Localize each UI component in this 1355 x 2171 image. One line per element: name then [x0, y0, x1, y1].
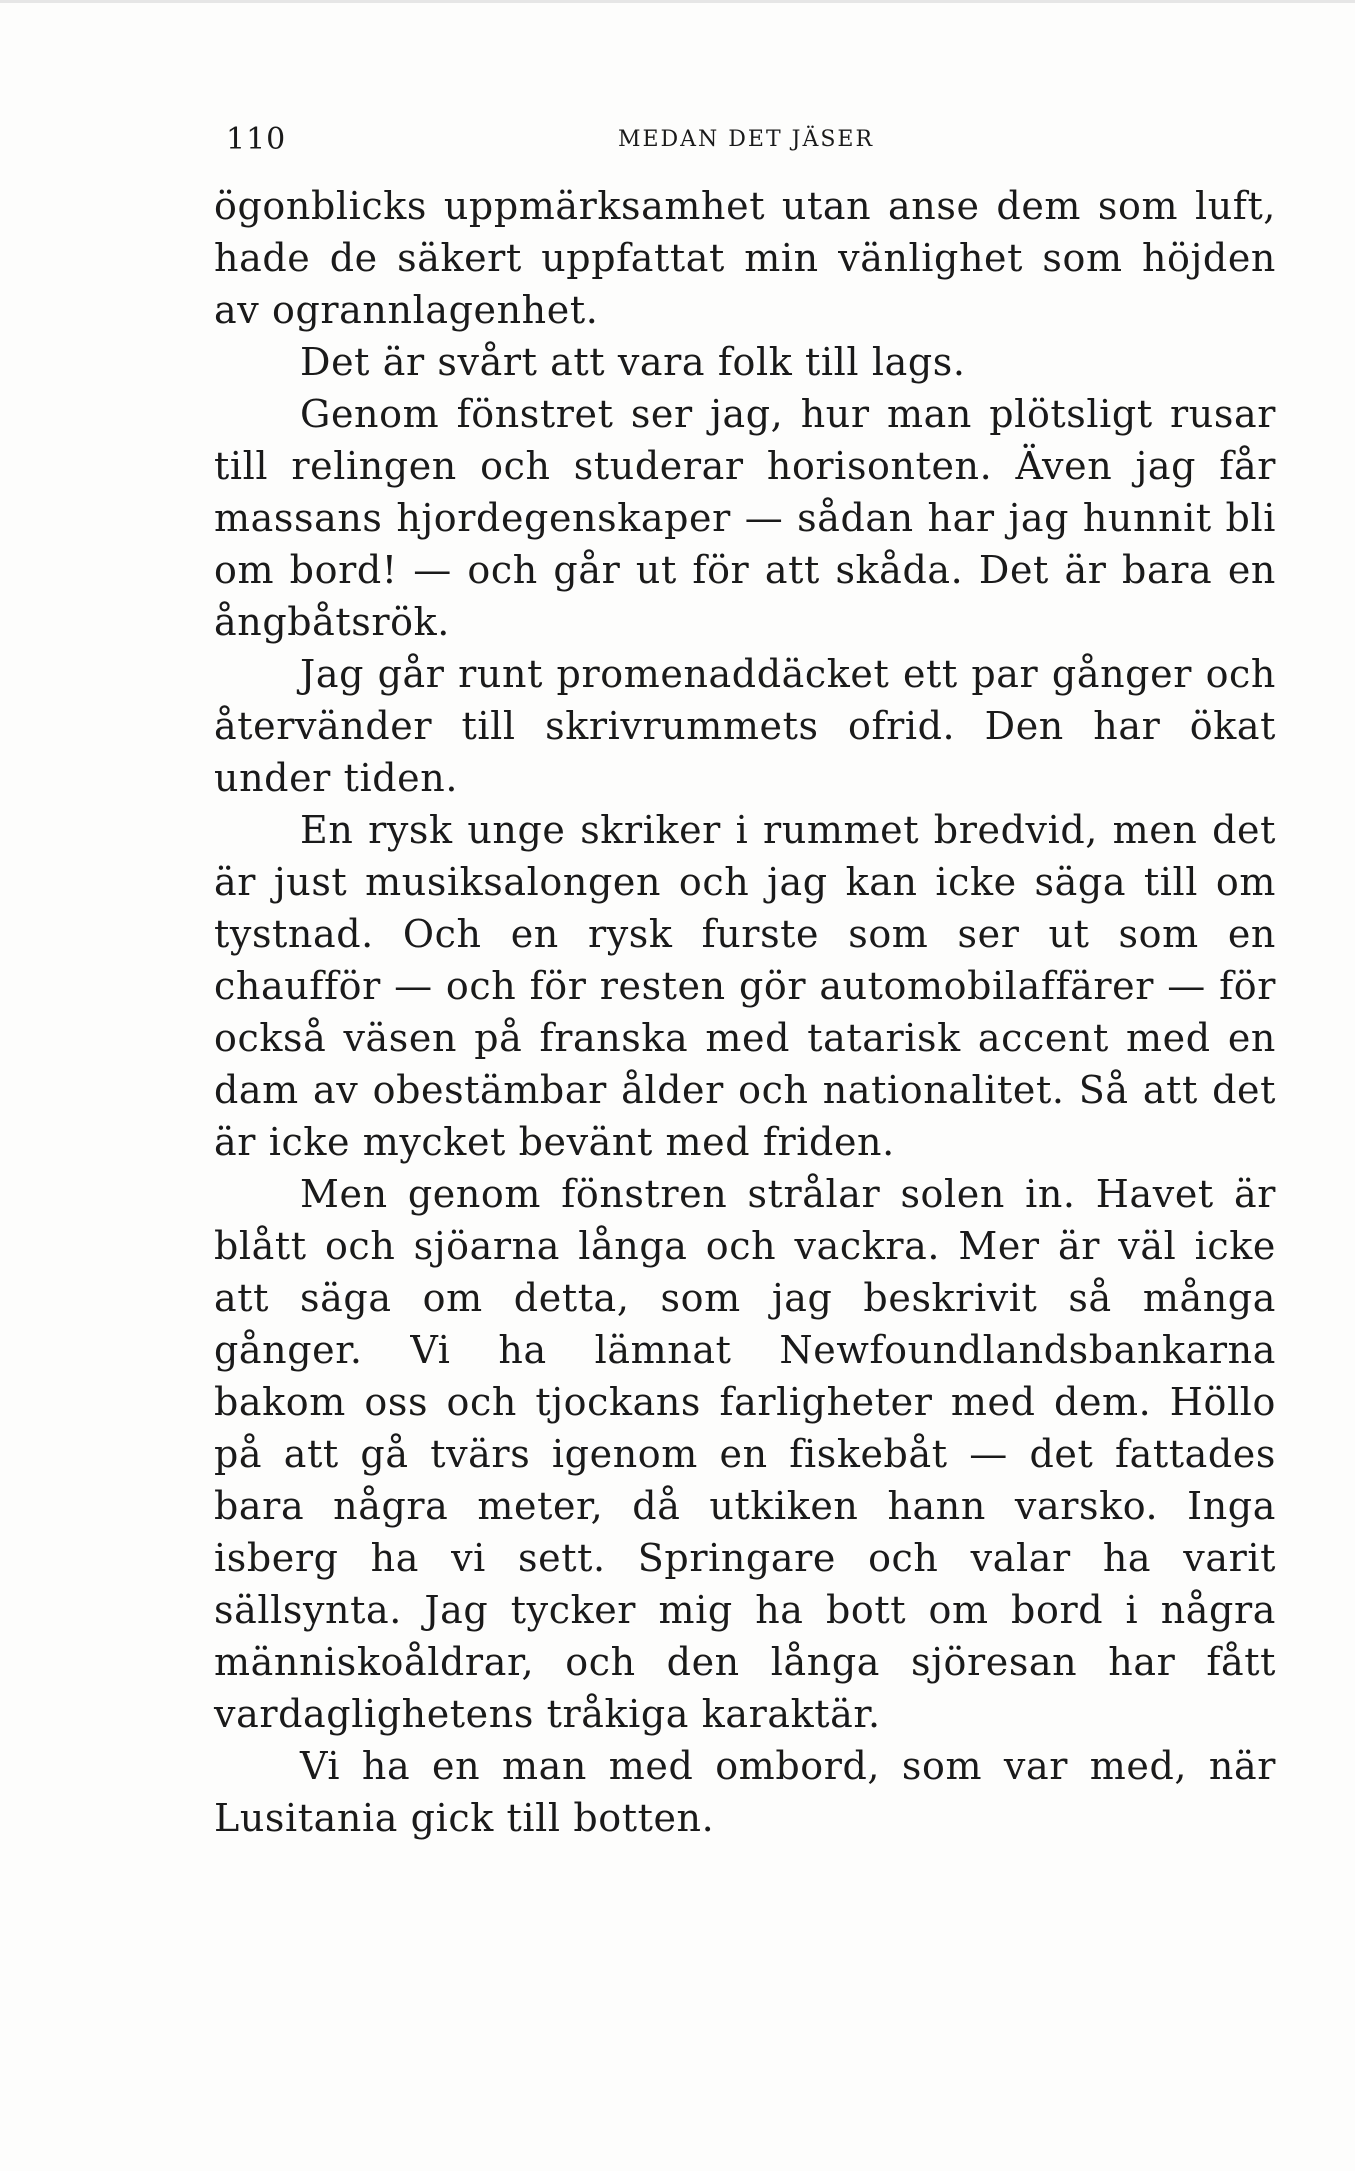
paragraph: Genom fönstret ser jag, hur man plötsligt rusar till relingen och studerar horisonten. Även jag får massans hjordegenskaper — sådan har jag hunnit bli om bord! — och går ut för att skåda. Det är bara en ångbåtsrök.: [214, 392, 1276, 644]
paragraph: Jag går runt promenaddäcket ett par gånger och återvänder till skrivrummets ofrid. Den har ökat under tiden.: [214, 652, 1276, 800]
running-header: [226, 120, 1266, 160]
paragraph: Det är svårt att vara folk till lags.: [300, 340, 966, 384]
book-title: MEDAN DET JÄSER: [617, 127, 875, 152]
page-number: 110: [226, 122, 287, 157]
paragraph: Vi ha en man med ombord, som var med, när Lusitania gick till botten.: [214, 1744, 1276, 1840]
page-edge-divider: [0, 0, 1355, 3]
body-text: [214, 180, 1276, 1844]
paragraph: En rysk unge skriker i rummet bredvid, men det är just musiksalongen och jag kan icke säga till om tystnad. Och en rysk furste som ser ut som en chaufför — och för resten gör automobilaffärer — för också väsen på franska med tatarisk accent med en dam av obestämbar ålder och nationalitet. Så att det är icke mycket bevänt med friden.: [214, 808, 1276, 1164]
paragraph: ögonblicks uppmärksamhet utan anse dem som luft, hade de säkert uppfattat min vänlighet som höjden av ogrannlagenhet.: [214, 184, 1276, 332]
paragraph: Men genom fönstren strålar solen in. Havet är blått och sjöarna långa och vackra. Mer är väl icke att säga om detta, som jag beskrivit så många gånger. Vi ha lämnat Newfoundlandsbankarna bakom oss och tjockans farligheter med dem. Höllo på att gå tvärs igenom en fiskebåt — det fattades bara några meter, då utkiken hann varsko. Inga isberg ha vi sett. Springare och valar ha varit sällsynta. Jag tycker mig ha bott om bord i några människoåldrar, och den långa sjöresan har fått vardaglighetens tråkiga karaktär.: [214, 1172, 1276, 1736]
